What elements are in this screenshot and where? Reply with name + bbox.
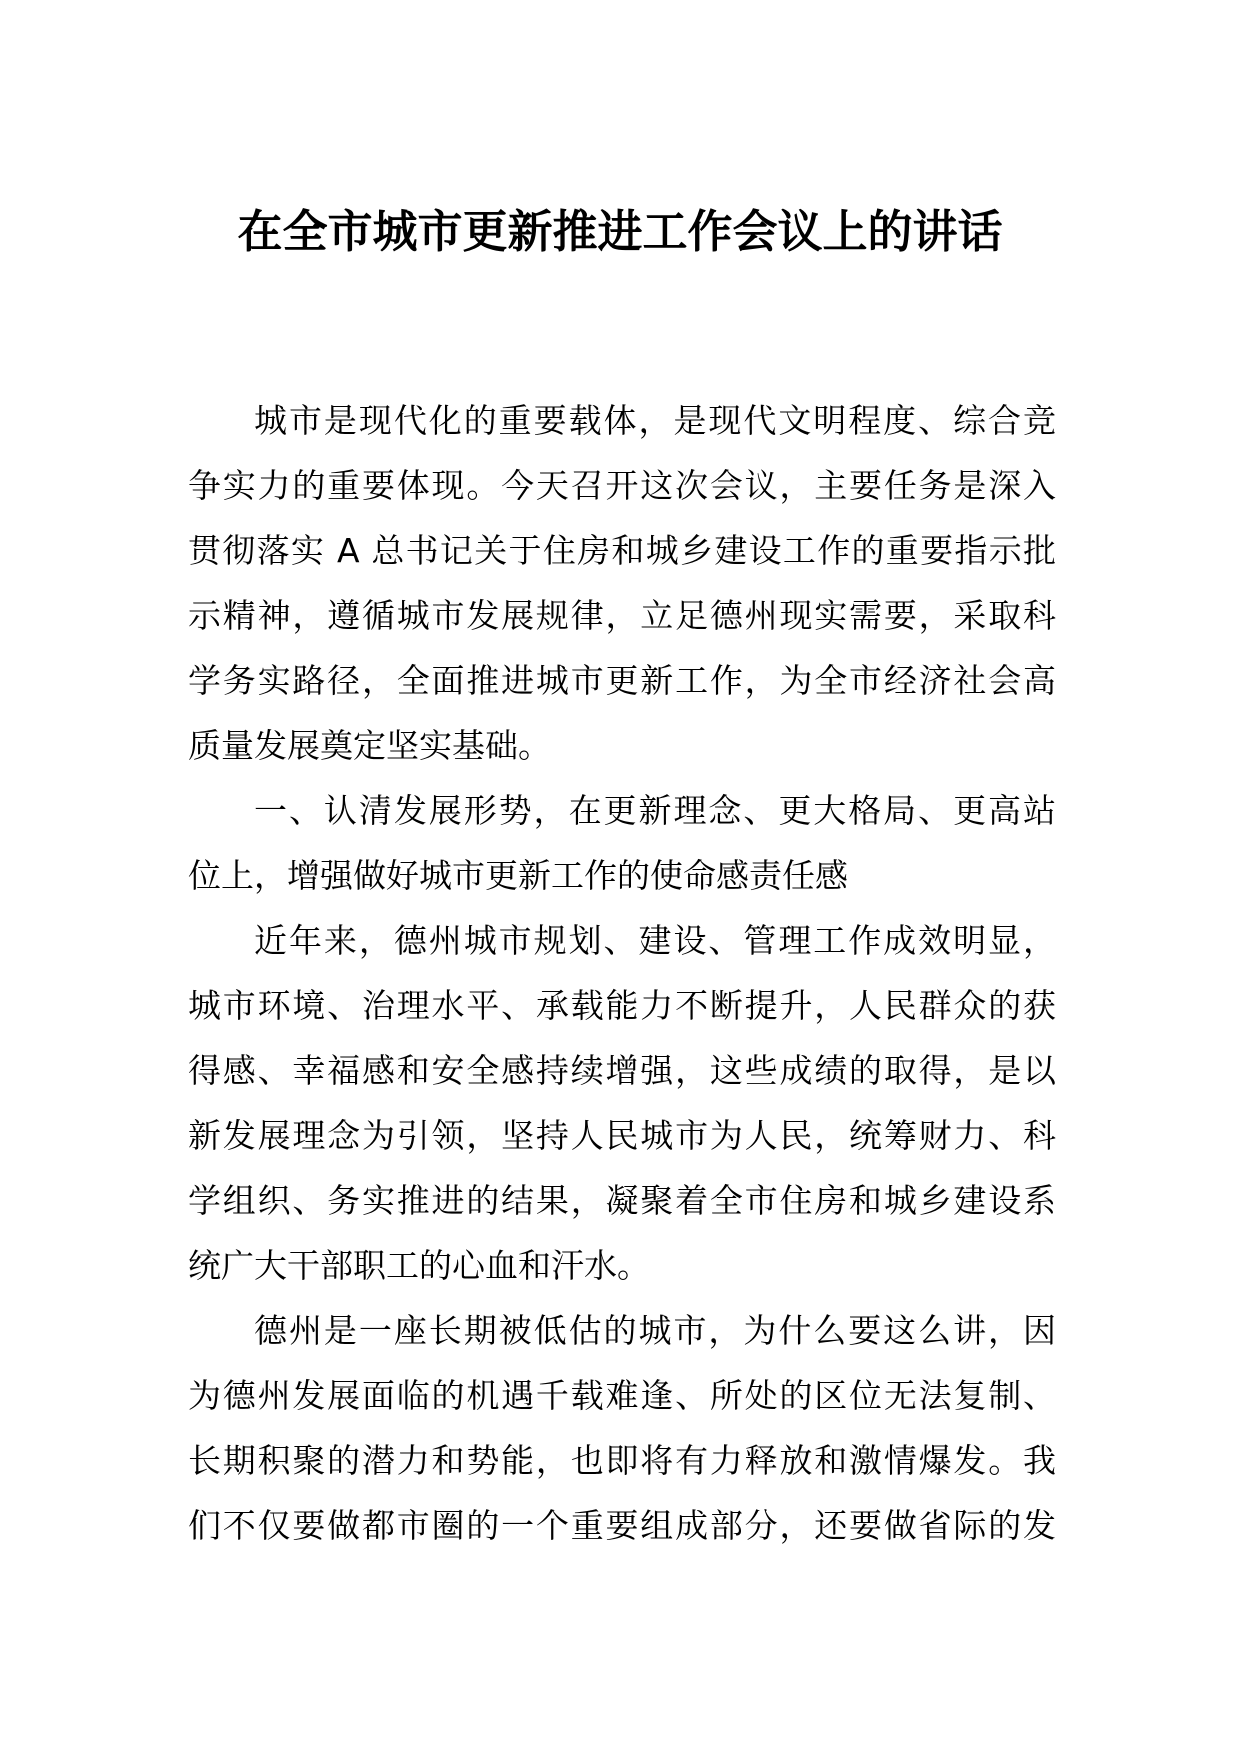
- text-line: 贯彻落实 A 总书记关于住房和城乡建设工作的重要指示批: [188, 531, 1056, 570]
- document-title: 在全市城市更新推进工作会议上的讲话: [237, 205, 1003, 258]
- text-line: 长期积聚的潜力和势能，也即将有力释放和激情爆发。我: [188, 1441, 1056, 1480]
- text-line: 示精神，遵循城市发展规律，立足德州现实需要，采取科: [188, 596, 1056, 635]
- text-line: 新发展理念为引领，坚持人民城市为人民，统筹财力、科: [188, 1116, 1056, 1155]
- section-heading: [188, 778, 1056, 908]
- text-line: 得感、幸福感和安全感持续增强，这些成绩的取得，是以: [188, 1051, 1056, 1090]
- text-line: 争实力的重要体现。今天召开这次会议，主要任务是深入: [188, 466, 1056, 505]
- text-line: 质量发展奠定坚实基础。: [188, 726, 551, 765]
- text-line: 学组织、务实推进的结果，凝聚着全市住房和城乡建设系: [188, 1181, 1056, 1220]
- text-line: 近年来，德州城市规划、建设、管理工作成效明显，: [254, 921, 1056, 960]
- text-line: 城市环境、治理水平、承载能力不断提升，人民群众的获: [188, 986, 1056, 1025]
- text-line: 们不仅要做都市圈的一个重要组成部分，还要做省际的发: [188, 1506, 1056, 1545]
- paragraph: [188, 1298, 1056, 1558]
- text-line: 位上，增强做好城市更新工作的使命感责任感: [188, 856, 848, 895]
- text-line: 为德州发展面临的机遇千载难逢、所处的区位无法复制、: [188, 1376, 1056, 1415]
- text-line: 德州是一座长期被低估的城市，为什么要这么讲，因: [254, 1311, 1056, 1350]
- text-line: 统广大干部职工的心血和汗水。: [188, 1246, 650, 1285]
- document-body: [188, 388, 1056, 1558]
- paragraph: [188, 908, 1056, 1298]
- paragraph: [188, 388, 1056, 778]
- text-line: 一、认清发展形势，在更新理念、更大格局、更高站: [254, 791, 1056, 830]
- text-line: 城市是现代化的重要载体，是现代文明程度、综合竞: [254, 401, 1056, 440]
- text-line: 学务实路径，全面推进城市更新工作，为全市经济社会高: [188, 661, 1056, 700]
